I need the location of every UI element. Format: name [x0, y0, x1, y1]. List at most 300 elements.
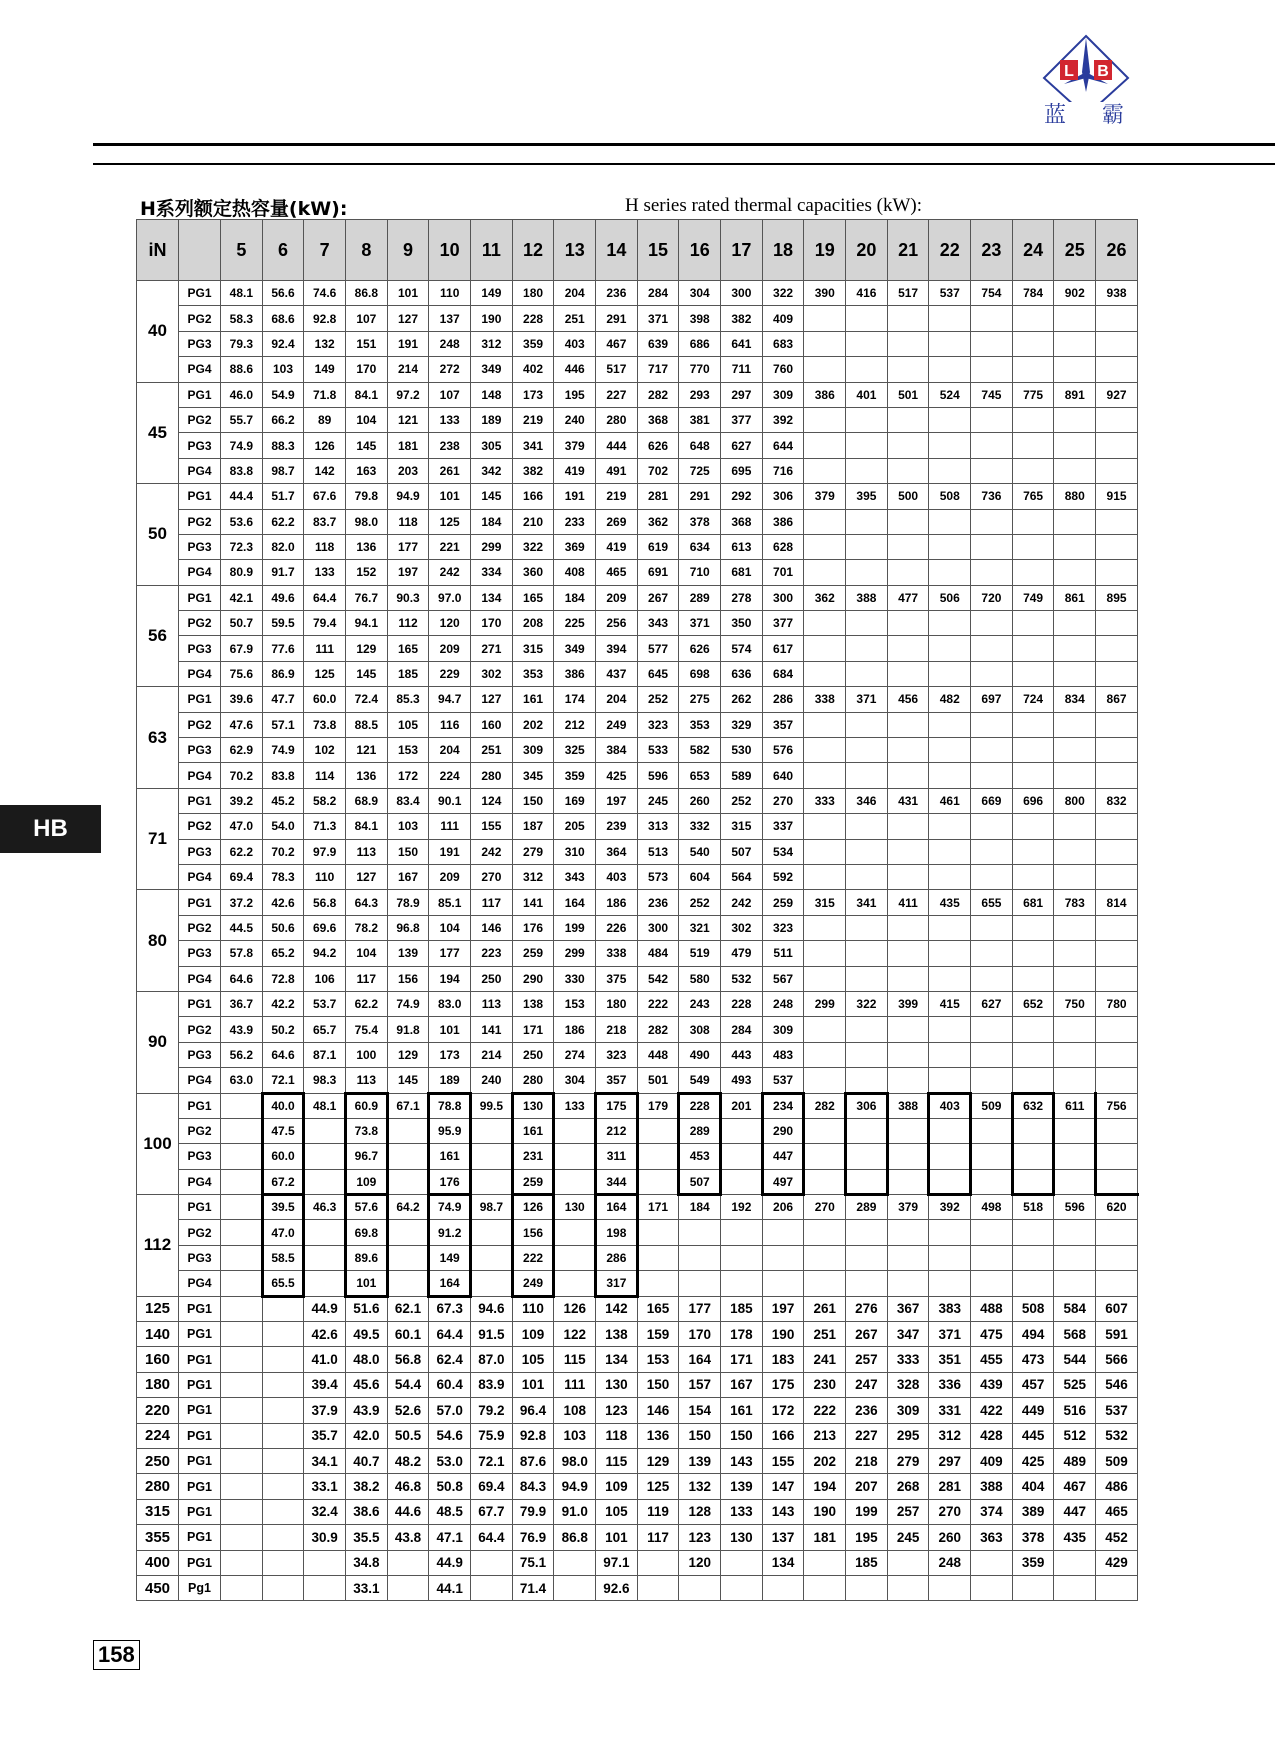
- highlight-line: [511, 1193, 556, 1196]
- value-cell: [262, 1525, 304, 1550]
- value-cell: 321: [679, 915, 721, 940]
- value-cell: 861: [1054, 585, 1096, 610]
- value-cell: [929, 1575, 971, 1600]
- table-row: [137, 1322, 1138, 1347]
- value-cell: 85.3: [387, 687, 429, 712]
- value-cell: [1012, 407, 1054, 432]
- value-cell: 261: [429, 458, 471, 483]
- title-english: H series rated thermal capacities (kW):: [625, 195, 922, 216]
- header-cell-col: 20: [846, 220, 888, 281]
- value-cell: 311: [596, 1144, 638, 1169]
- value-cell: [887, 864, 929, 889]
- value-cell: 375: [596, 966, 638, 991]
- pg-label-cell: PG2: [179, 1017, 221, 1042]
- value-cell: 155: [471, 814, 513, 839]
- highlight-line: [844, 1193, 889, 1196]
- value-cell: [471, 1118, 513, 1143]
- value-cell: 542: [637, 966, 679, 991]
- value-cell: 209: [429, 636, 471, 661]
- value-cell: [846, 1575, 888, 1600]
- highlight-line: [552, 1092, 555, 1197]
- pg-label-cell: PG4: [179, 864, 221, 889]
- value-cell: 576: [762, 738, 804, 763]
- value-cell: [1012, 661, 1054, 686]
- value-cell: 75.4: [346, 1017, 388, 1042]
- value-cell: 880: [1054, 484, 1096, 509]
- highlight-line: [344, 1092, 347, 1197]
- pg-label-cell: PG4: [179, 1169, 221, 1194]
- value-cell: 247: [846, 1372, 888, 1397]
- value-cell: 105: [512, 1347, 554, 1372]
- value-cell: 573: [637, 864, 679, 889]
- value-cell: [804, 661, 846, 686]
- value-cell: [929, 1245, 971, 1270]
- value-cell: 109: [596, 1474, 638, 1499]
- table-row: [137, 890, 1138, 915]
- value-cell: 76.9: [512, 1525, 554, 1550]
- value-cell: 353: [512, 661, 554, 686]
- value-cell: 96.7: [346, 1144, 388, 1169]
- value-cell: 428: [971, 1423, 1013, 1448]
- value-cell: [304, 1245, 346, 1270]
- value-cell: [471, 1144, 513, 1169]
- value-cell: [846, 433, 888, 458]
- value-cell: 229: [429, 661, 471, 686]
- value-cell: 92.6: [596, 1575, 638, 1600]
- value-cell: 203: [387, 458, 429, 483]
- value-cell: 388: [887, 1093, 929, 1118]
- value-cell: [887, 433, 929, 458]
- highlight-line: [386, 1193, 389, 1298]
- value-cell: 312: [929, 1423, 971, 1448]
- value-cell: [887, 458, 929, 483]
- value-cell: 357: [596, 1068, 638, 1093]
- highlight-line: [677, 1092, 680, 1197]
- value-cell: 139: [679, 1448, 721, 1473]
- value-cell: [804, 636, 846, 661]
- value-cell: 102: [304, 738, 346, 763]
- value-cell: 328: [887, 1372, 929, 1397]
- value-cell: 300: [637, 915, 679, 940]
- value-cell: 72.1: [471, 1448, 513, 1473]
- value-cell: 333: [804, 788, 846, 813]
- value-cell: [1054, 839, 1096, 864]
- value-cell: 252: [721, 788, 763, 813]
- pg-label-cell: PG1: [179, 1347, 221, 1372]
- value-cell: 44.9: [429, 1550, 471, 1575]
- value-cell: [804, 839, 846, 864]
- header-cell-col: 6: [262, 220, 304, 281]
- value-cell: 154: [679, 1398, 721, 1423]
- value-cell: [971, 1575, 1013, 1600]
- value-cell: 691: [637, 560, 679, 585]
- value-cell: 127: [471, 687, 513, 712]
- value-cell: [1054, 1550, 1096, 1575]
- value-cell: 309: [512, 738, 554, 763]
- value-cell: [1054, 509, 1096, 534]
- value-cell: 267: [637, 585, 679, 610]
- value-cell: [1012, 458, 1054, 483]
- value-cell: [637, 1271, 679, 1296]
- value-cell: 518: [1012, 1195, 1054, 1220]
- value-cell: 150: [637, 1372, 679, 1397]
- value-cell: 79.2: [471, 1398, 513, 1423]
- value-cell: [846, 560, 888, 585]
- pg-label-cell: PG4: [179, 1271, 221, 1296]
- value-cell: 177: [387, 534, 429, 559]
- value-cell: 160: [471, 712, 513, 737]
- value-cell: 129: [637, 1448, 679, 1473]
- value-cell: 89: [304, 407, 346, 432]
- value-cell: [929, 864, 971, 889]
- highlight-line: [761, 1092, 806, 1095]
- value-cell: 79.9: [512, 1499, 554, 1524]
- value-cell: [887, 509, 929, 534]
- value-cell: 333: [887, 1347, 929, 1372]
- header-cell-col: 11: [471, 220, 513, 281]
- pg-label-cell: PG4: [179, 560, 221, 585]
- value-cell: 286: [762, 687, 804, 712]
- value-cell: 500: [887, 484, 929, 509]
- pg-label-cell: PG2: [179, 407, 221, 432]
- value-cell: 259: [512, 1169, 554, 1194]
- value-cell: 98.0: [554, 1448, 596, 1473]
- value-cell: 134: [596, 1347, 638, 1372]
- value-cell: [554, 1575, 596, 1600]
- value-cell: 202: [804, 1448, 846, 1473]
- value-cell: 519: [679, 941, 721, 966]
- value-cell: 152: [346, 560, 388, 585]
- value-cell: 208: [512, 611, 554, 636]
- value-cell: 177: [679, 1296, 721, 1321]
- value-cell: 86.8: [554, 1525, 596, 1550]
- value-cell: [846, 839, 888, 864]
- value-cell: [1012, 839, 1054, 864]
- value-cell: 627: [721, 433, 763, 458]
- value-cell: 227: [846, 1423, 888, 1448]
- value-cell: 260: [929, 1525, 971, 1550]
- gear-size-cell: 450: [137, 1575, 179, 1600]
- value-cell: 74.6: [304, 281, 346, 306]
- value-cell: 435: [929, 890, 971, 915]
- value-cell: 261: [804, 1296, 846, 1321]
- value-cell: 145: [387, 1068, 429, 1093]
- value-cell: 175: [762, 1372, 804, 1397]
- header-cell-pg: [179, 220, 221, 281]
- value-cell: 164: [596, 1195, 638, 1220]
- value-cell: [1054, 915, 1096, 940]
- value-cell: 56.6: [262, 281, 304, 306]
- value-cell: 54.0: [262, 814, 304, 839]
- value-cell: 125: [304, 661, 346, 686]
- value-cell: [637, 1550, 679, 1575]
- header-cell-col: 12: [512, 220, 554, 281]
- pg-label-cell: PG2: [179, 814, 221, 839]
- value-cell: 163: [346, 458, 388, 483]
- value-cell: 701: [762, 560, 804, 585]
- value-cell: [929, 763, 971, 788]
- value-cell: 403: [929, 1093, 971, 1118]
- gear-size-cell: 280: [137, 1474, 179, 1499]
- value-cell: 544: [1054, 1347, 1096, 1372]
- value-cell: 33.1: [346, 1575, 388, 1600]
- value-cell: 137: [429, 306, 471, 331]
- value-cell: 136: [346, 534, 388, 559]
- value-cell: [971, 509, 1013, 534]
- value-cell: [1096, 839, 1138, 864]
- value-cell: 341: [846, 890, 888, 915]
- value-cell: 199: [846, 1499, 888, 1524]
- value-cell: 194: [804, 1474, 846, 1499]
- value-cell: [387, 1550, 429, 1575]
- value-cell: [262, 1372, 304, 1397]
- value-cell: [971, 1118, 1013, 1143]
- header-cell-col: 21: [887, 220, 929, 281]
- value-cell: [387, 1575, 429, 1600]
- value-cell: [262, 1550, 304, 1575]
- value-cell: [262, 1423, 304, 1448]
- value-cell: [554, 1550, 596, 1575]
- value-cell: [471, 1245, 513, 1270]
- value-cell: 117: [637, 1525, 679, 1550]
- value-cell: 44.4: [221, 484, 263, 509]
- value-cell: [554, 1271, 596, 1296]
- value-cell: 224: [429, 763, 471, 788]
- table-row: [137, 585, 1138, 610]
- value-cell: 584: [1054, 1296, 1096, 1321]
- value-cell: [846, 814, 888, 839]
- value-cell: 249: [596, 712, 638, 737]
- value-cell: 143: [721, 1448, 763, 1473]
- header-cell-col: 5: [221, 220, 263, 281]
- value-cell: 337: [762, 814, 804, 839]
- value-cell: [721, 1550, 763, 1575]
- value-cell: [804, 534, 846, 559]
- value-cell: 696: [1012, 788, 1054, 813]
- value-cell: [554, 1118, 596, 1143]
- value-cell: 218: [846, 1448, 888, 1473]
- value-cell: [1096, 738, 1138, 763]
- value-cell: 289: [846, 1195, 888, 1220]
- value-cell: 48.1: [221, 281, 263, 306]
- highlight-line: [427, 1092, 472, 1095]
- value-cell: 494: [1012, 1322, 1054, 1347]
- pg-label-cell: PG3: [179, 941, 221, 966]
- value-cell: [887, 1017, 929, 1042]
- value-cell: [846, 712, 888, 737]
- value-cell: [804, 407, 846, 432]
- value-cell: 214: [471, 1042, 513, 1067]
- value-cell: 219: [512, 407, 554, 432]
- value-cell: 114: [304, 763, 346, 788]
- value-cell: [887, 534, 929, 559]
- value-cell: [1012, 966, 1054, 991]
- value-cell: 53.6: [221, 509, 263, 534]
- value-cell: [971, 839, 1013, 864]
- value-cell: 634: [679, 534, 721, 559]
- value-cell: 256: [596, 611, 638, 636]
- value-cell: 201: [721, 1093, 763, 1118]
- table-row: [137, 1423, 1138, 1448]
- value-cell: [721, 1169, 763, 1194]
- value-cell: 166: [512, 484, 554, 509]
- pg-label-cell: PG1: [179, 1499, 221, 1524]
- value-cell: [1012, 738, 1054, 763]
- value-cell: 132: [679, 1474, 721, 1499]
- pg-label-cell: PG1: [179, 1322, 221, 1347]
- value-cell: 461: [929, 788, 971, 813]
- value-cell: [554, 1144, 596, 1169]
- value-cell: 710: [679, 560, 721, 585]
- value-cell: [1096, 1169, 1138, 1194]
- value-cell: 105: [596, 1499, 638, 1524]
- value-cell: 452: [1096, 1525, 1138, 1550]
- value-cell: 128: [679, 1499, 721, 1524]
- value-cell: [304, 1271, 346, 1296]
- value-cell: 508: [1012, 1296, 1054, 1321]
- value-cell: 371: [679, 611, 721, 636]
- value-cell: 210: [512, 509, 554, 534]
- value-cell: 639: [637, 331, 679, 356]
- value-cell: 101: [596, 1525, 638, 1550]
- value-cell: [721, 1245, 763, 1270]
- value-cell: 626: [679, 636, 721, 661]
- value-cell: [971, 814, 1013, 839]
- value-cell: 69.6: [304, 915, 346, 940]
- value-cell: [1096, 407, 1138, 432]
- value-cell: 98.7: [262, 458, 304, 483]
- value-cell: 369: [554, 534, 596, 559]
- pg-label-cell: PG3: [179, 433, 221, 458]
- value-cell: [929, 560, 971, 585]
- value-cell: 322: [512, 534, 554, 559]
- value-cell: 617: [762, 636, 804, 661]
- value-cell: 83.0: [429, 991, 471, 1016]
- value-cell: 86.8: [346, 281, 388, 306]
- value-cell: 218: [596, 1017, 638, 1042]
- value-cell: 170: [471, 611, 513, 636]
- value-cell: 323: [596, 1042, 638, 1067]
- value-cell: 613: [721, 534, 763, 559]
- value-cell: 171: [721, 1347, 763, 1372]
- value-cell: 148: [471, 382, 513, 407]
- gear-size-cell: 90: [137, 991, 179, 1093]
- value-cell: 497: [762, 1169, 804, 1194]
- table-row: [137, 738, 1138, 763]
- value-cell: [762, 1271, 804, 1296]
- value-cell: 343: [554, 864, 596, 889]
- value-cell: 489: [1054, 1448, 1096, 1473]
- value-cell: 364: [596, 839, 638, 864]
- value-cell: 67.3: [429, 1296, 471, 1321]
- value-cell: 465: [1096, 1499, 1138, 1524]
- value-cell: 669: [971, 788, 1013, 813]
- value-cell: 309: [762, 382, 804, 407]
- value-cell: 596: [1054, 1195, 1096, 1220]
- value-cell: 37.9: [304, 1398, 346, 1423]
- value-cell: 130: [512, 1093, 554, 1118]
- value-cell: 101: [387, 281, 429, 306]
- value-cell: 219: [596, 484, 638, 509]
- value-cell: 83.9: [471, 1372, 513, 1397]
- value-cell: [1012, 534, 1054, 559]
- value-cell: 437: [596, 661, 638, 686]
- value-cell: [846, 1169, 888, 1194]
- value-cell: 330: [554, 966, 596, 991]
- value-cell: 74.9: [262, 738, 304, 763]
- value-cell: [1054, 636, 1096, 661]
- value-cell: 568: [1054, 1322, 1096, 1347]
- value-cell: [1012, 1068, 1054, 1093]
- value-cell: [929, 941, 971, 966]
- value-cell: 50.7: [221, 611, 263, 636]
- value-cell: 42.1: [221, 585, 263, 610]
- highlight-line: [302, 1193, 305, 1298]
- value-cell: 46.0: [221, 382, 263, 407]
- value-cell: [971, 1245, 1013, 1270]
- value-cell: [804, 1169, 846, 1194]
- value-cell: [1054, 1017, 1096, 1042]
- value-cell: 425: [596, 763, 638, 788]
- value-cell: 202: [512, 712, 554, 737]
- value-cell: [721, 1118, 763, 1143]
- value-cell: 124: [471, 788, 513, 813]
- header-cell-col: 7: [304, 220, 346, 281]
- highlight-line: [1011, 1092, 1056, 1095]
- value-cell: 392: [762, 407, 804, 432]
- value-cell: 57.6: [346, 1195, 388, 1220]
- value-cell: 64.2: [387, 1195, 429, 1220]
- value-cell: 110: [429, 281, 471, 306]
- value-cell: [387, 1118, 429, 1143]
- value-cell: 350: [721, 611, 763, 636]
- value-cell: [804, 458, 846, 483]
- value-cell: 386: [804, 382, 846, 407]
- value-cell: 92.8: [304, 306, 346, 331]
- highlight-line: [427, 1193, 430, 1298]
- value-cell: [887, 611, 929, 636]
- value-cell: [1054, 560, 1096, 585]
- value-cell: 274: [554, 1042, 596, 1067]
- value-cell: 165: [637, 1296, 679, 1321]
- value-cell: 90.3: [387, 585, 429, 610]
- value-cell: [804, 738, 846, 763]
- value-cell: 724: [1012, 687, 1054, 712]
- value-cell: 98.3: [304, 1068, 346, 1093]
- value-cell: 64.6: [221, 966, 263, 991]
- value-cell: [1096, 433, 1138, 458]
- header-cell-col: 25: [1054, 220, 1096, 281]
- gear-size-cell: 80: [137, 890, 179, 992]
- value-cell: 150: [512, 788, 554, 813]
- value-cell: 150: [679, 1423, 721, 1448]
- value-cell: 242: [471, 839, 513, 864]
- value-cell: [1012, 357, 1054, 382]
- value-cell: 295: [887, 1423, 929, 1448]
- value-cell: 73.8: [304, 712, 346, 737]
- value-cell: [221, 1448, 263, 1473]
- value-cell: [262, 1398, 304, 1423]
- value-cell: 44.9: [304, 1296, 346, 1321]
- table-row: [137, 839, 1138, 864]
- value-cell: [1096, 560, 1138, 585]
- value-cell: [1096, 661, 1138, 686]
- value-cell: [1096, 611, 1138, 636]
- value-cell: 103: [262, 357, 304, 382]
- value-cell: 122: [554, 1322, 596, 1347]
- value-cell: 241: [804, 1347, 846, 1372]
- value-cell: 398: [679, 306, 721, 331]
